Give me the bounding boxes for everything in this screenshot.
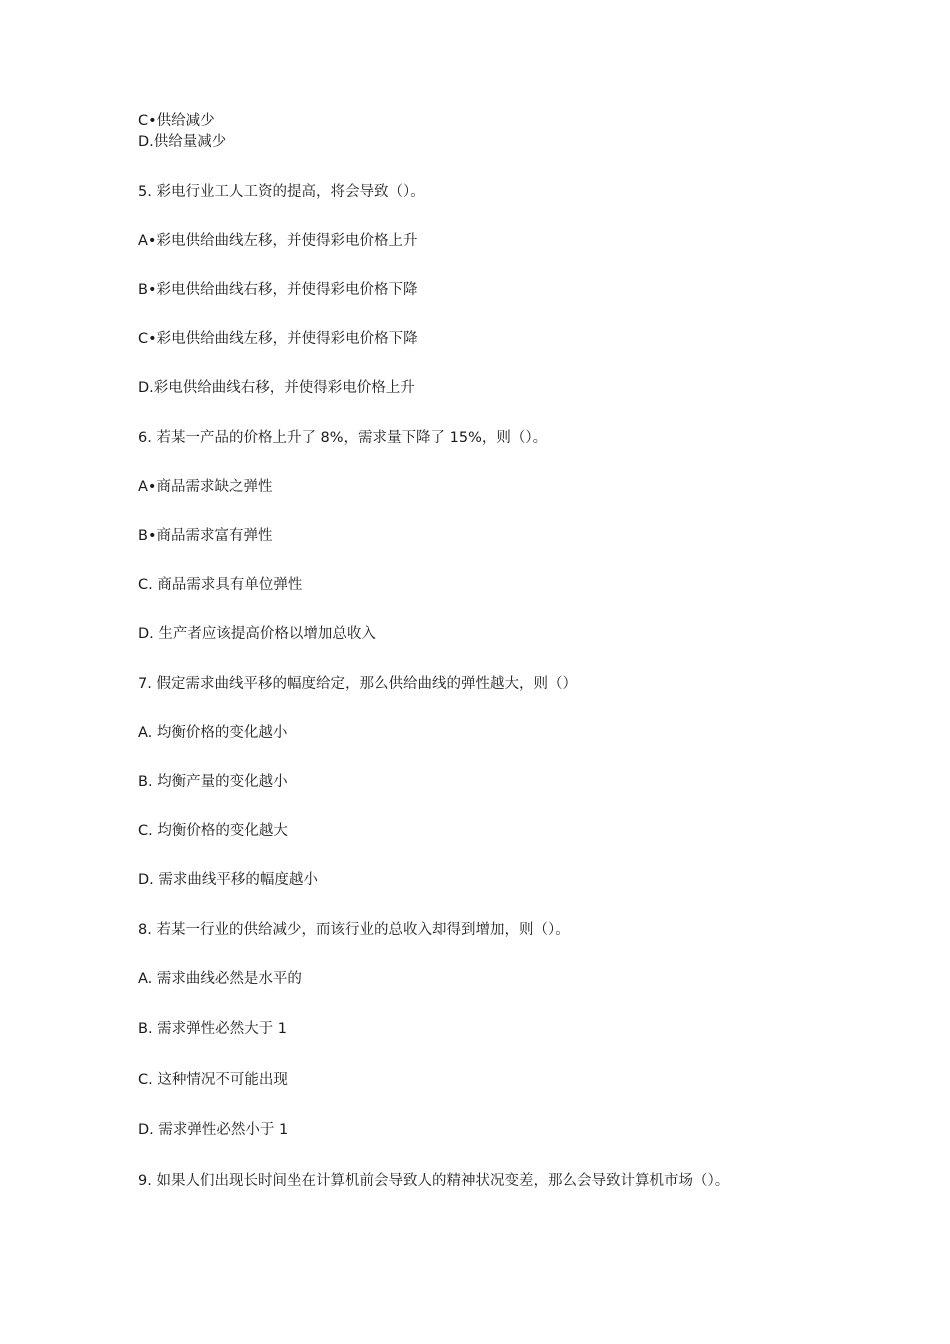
question-line: 5. 彩电行业工人工资的提高，将会导致（）。 — [138, 184, 425, 200]
question-line: 8. 若某一行业的供给减少，而该行业的总收入却得到增加，则（）。 — [138, 922, 570, 938]
option-line: A. 需求曲线必然是水平的 — [138, 971, 302, 987]
option-line: D. 需求弹性必然小于 1 — [138, 1122, 289, 1138]
option-line: C. 这种情况不可能出现 — [138, 1072, 288, 1088]
option-line: B. 均衡产量的变化越小 — [138, 774, 288, 790]
option-line: C•彩电供给曲线左移，并使得彩电价格下降 — [138, 331, 418, 347]
option-line: B•商品需求富有弹性 — [138, 528, 273, 544]
question-line: 6. 若某一产品的价格上升了 8%，需求量下降了 15%，则（）。 — [138, 430, 548, 446]
option-line: B. 需求弹性必然大于 1 — [138, 1021, 287, 1037]
option-line: C. 均衡价格的变化越大 — [138, 823, 288, 839]
option-line: D. 需求曲线平移的幅度越小 — [138, 872, 318, 888]
option-line: B•彩电供给曲线右移，并使得彩电价格下降 — [138, 282, 418, 298]
option-line: A•商品需求缺之弹性 — [138, 479, 273, 495]
option-line: A•彩电供给曲线左移，并使得彩电价格上升 — [138, 233, 418, 249]
option-line: D. 生产者应该提高价格以增加总收入 — [138, 626, 376, 642]
option-line: D.彩电供给曲线右移，并使得彩电价格上升 — [138, 380, 415, 396]
option-line: C•供给减少 — [138, 113, 215, 129]
option-line: C. 商品需求具有单位弹性 — [138, 577, 303, 593]
option-line: D.供给量减少 — [138, 134, 227, 150]
option-line: A. 均衡价格的变化越小 — [138, 725, 288, 741]
question-line: 9. 如果人们出现长时间坐在计算机前会导致人的精神状况变差，那么会导致计算机市场（）。 — [138, 1173, 730, 1189]
question-line: 7. 假定需求曲线平移的幅度给定，那么供给曲线的弹性越大，则（） — [138, 676, 577, 692]
